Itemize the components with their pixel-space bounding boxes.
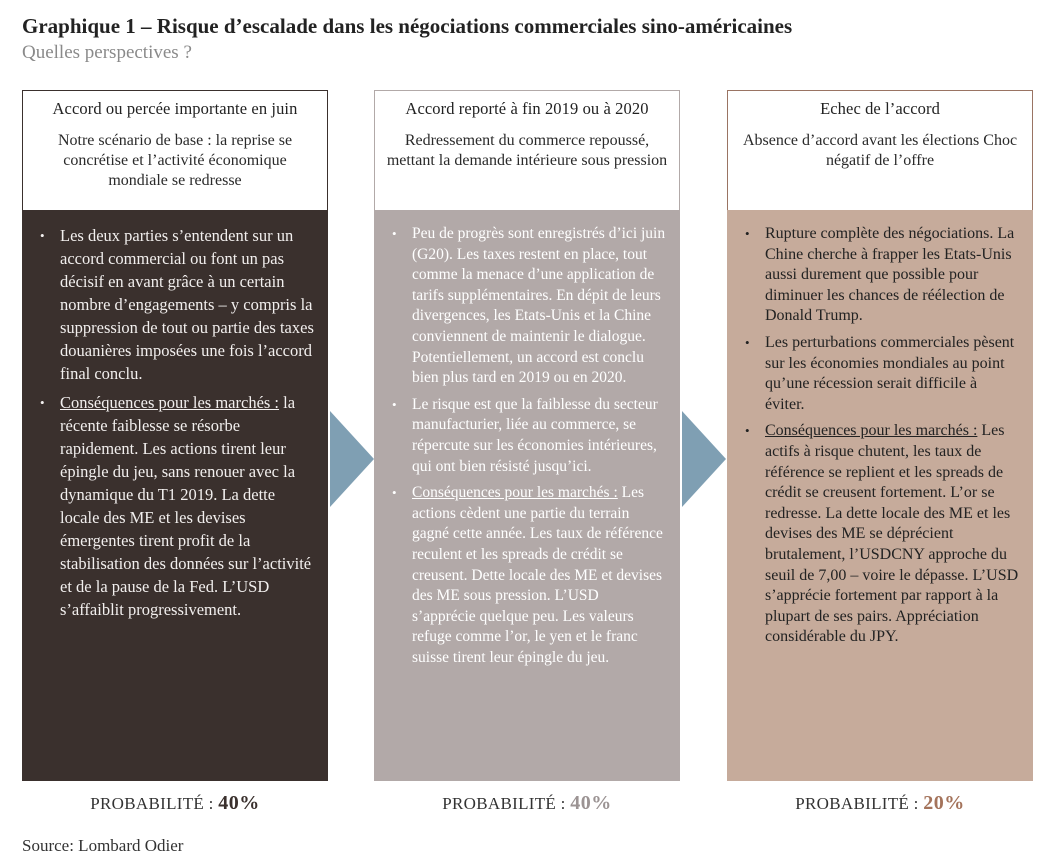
bullet-item [388,224,666,389]
scenario-column-2 [374,90,680,781]
probability-3 [727,792,1033,815]
bullet-item [36,224,314,385]
bullet-text: Le risque est que la faiblesse du secteur manufacturier, liée au commerce, se répercute sur les économies intérieures, qui ont bien résisté jusqu’ici. [412,395,658,475]
bullet-item [741,421,1019,648]
scenario-header [374,90,680,210]
right-arrow-icon [330,411,374,507]
scenario-description: Absence d’accord avant les élections Choc négatif de l’offre [742,132,1018,169]
scenario-description: Notre scénario de base : la reprise se concrétise et l’activité économique mondiale se redresse [57,132,293,189]
scenario-body [727,210,1033,781]
bullet-lead: Conséquences pour les marchés : [765,422,978,440]
bullet-item [741,333,1019,415]
scenario-description: Redressement du commerce repoussé, mettant la demande intérieure sous pression [386,132,668,169]
scenario-title: Accord ou percée importante en juin [52,99,298,118]
probability-value: 40% [218,792,260,814]
probability-1 [22,792,328,815]
bullet-text: Rupture complète des négociations. La Chine cherche à frapper les Etats-Unis aussi durement que possible pour diminuer les chances de réélection de Donald Trump. [765,225,1015,325]
probability-label: PROBABILITÉ : [442,794,566,813]
scenario-title: Accord reporté à fin 2019 ou à 2020 [405,99,649,118]
probability-label: PROBABILITÉ : [795,794,919,813]
scenario-title: Echec de l’accord [820,99,940,118]
bullet-text: Les actifs à risque chutent, les taux de référence se replient et les spreads de crédit se creusent fortement. L’or se redresse. La dette locale des ME et les devises des ME se déprécient brutalement, l’USDCNY approche du seuil de 7,00 – voire le dépasse. L’USD s’apprécie fortement par rapport à la plupart de ses pairs. Appréciation considérable du JPY. [765,422,1019,646]
bullet-item [388,483,666,668]
bullet-lead: Conséquences pour les marchés : [412,484,618,502]
scenario-header [22,90,328,210]
probability-label: PROBABILITÉ : [90,794,214,813]
bullet-text: Peu de progrès sont enregistrés d’ici juin (G20). Les taxes restent en place, tout comme la menace d’une application de tarifs supplémentaires. En dépit de leurs divergences, les Etats-Unis et la Chine conviennent de maintenir le dialogue. Potentiellement, un accord est conclu bien plus tard en 2019 ou en 2020. [412,225,666,387]
scenario-header [727,90,1033,210]
scenario-column-3 [727,90,1033,781]
chart-title: Graphique 1 – Risque d’escalade dans les négociations commerciales sino-américaines [22,14,793,38]
scenario-body [374,210,680,781]
bullet-item [741,224,1019,327]
bullet-lead: Conséquences pour les marchés : [60,393,280,412]
bullet-item [388,395,666,477]
bullet-text: Les perturbations commerciales pèsent sur les économies mondiales au point qu’une récession serait difficile à éviter. [765,333,1015,413]
scenario-body [22,210,328,781]
bullet-item [36,391,314,621]
chart-subtitle: Quelles perspectives ? [22,42,192,63]
right-arrow-icon [682,411,726,507]
bullet-text: Les actions cèdent une partie du terrain gagné cette année. Les taux de référence reculent et les spreads de crédit se creusent. Dette locale des ME et devises des ME sous pression. L’USD s’apprécie quelque peu. Les valeurs refuge comme l’or, le yen et le franc suisse tirent leur épingle du jeu. [412,484,663,666]
probability-2 [374,792,680,815]
source-note: Source: Lombard Odier [22,836,184,855]
bullet-text: Les deux parties s’entendent sur un accord commercial ou font un pas décisif en avant grâce à un certain nombre d’engagements – y compris la suppression de tout ou partie des taxes douanières imposées une fois l’accord final conclu. [60,226,314,383]
probability-value: 20% [923,792,965,814]
scenario-column-1 [22,90,328,781]
probability-value: 40% [570,792,612,814]
bullet-text: la récente faiblesse se résorbe rapidement. Les actions tirent leur épingle du jeu, sans renouer avec la dynamique du T1 2019. La dette locale des ME et les devises émergentes tirent profit de la stabilisation des données sur l’activité et de la pause de la Fed. L’USD s’affaiblit progressivement. [60,393,312,619]
